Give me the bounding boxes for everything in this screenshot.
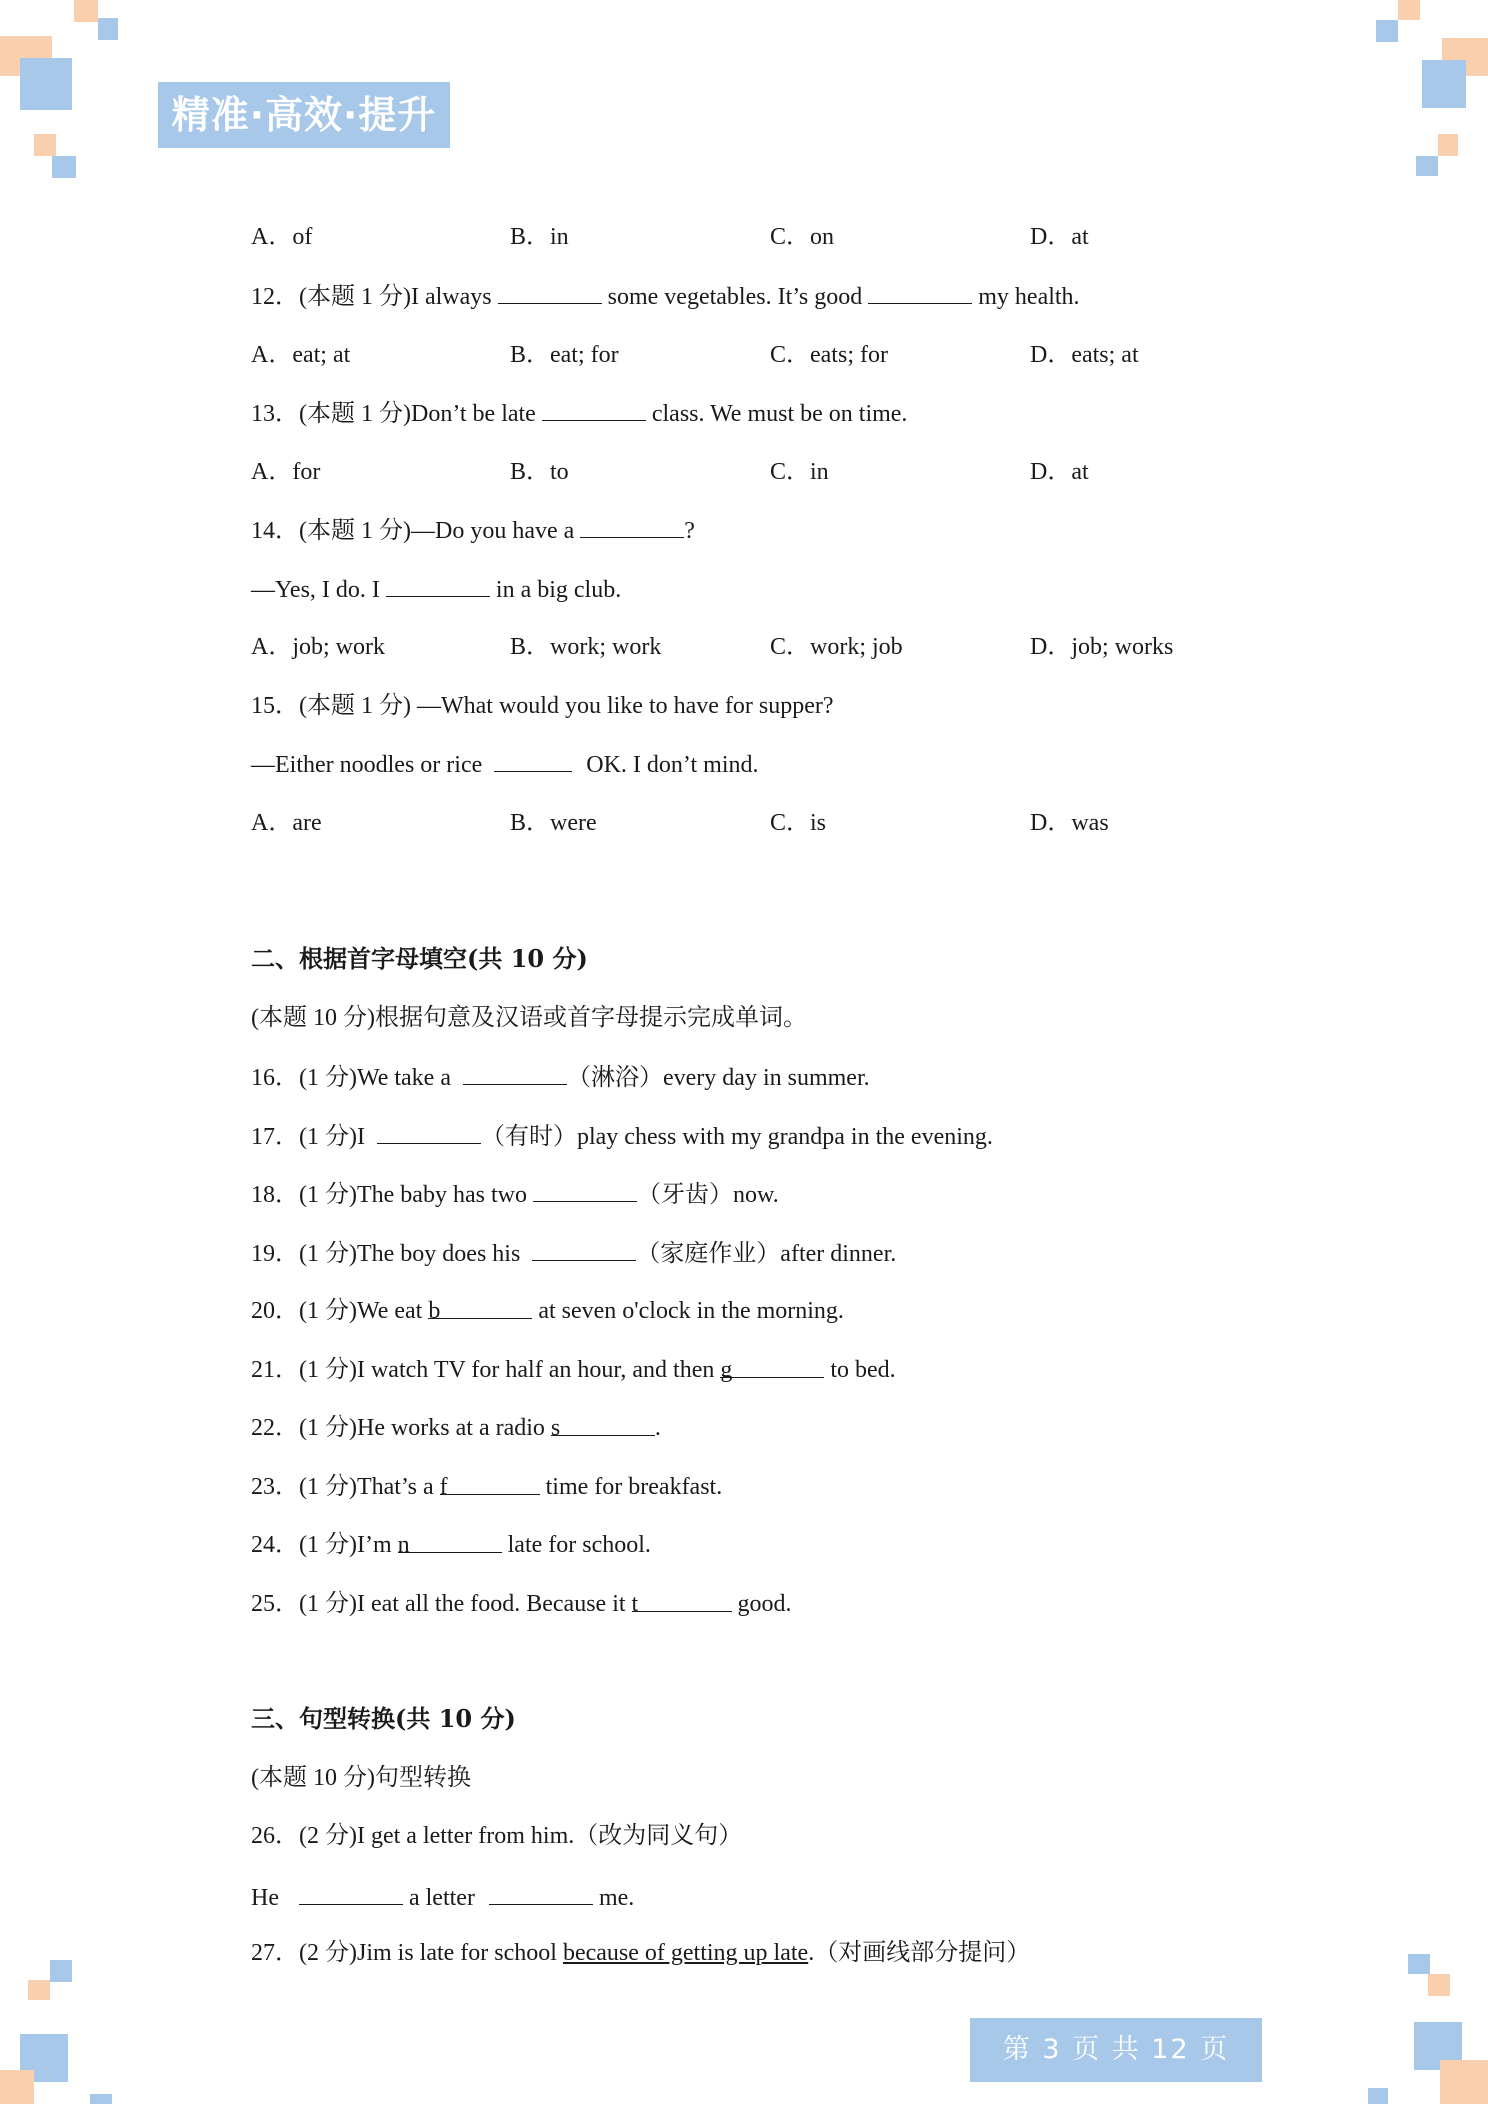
q22-text-pre: 22．(1 分)He works at a radio — [251, 1415, 545, 1441]
q12-option-d: D．eats; at — [1030, 342, 1139, 368]
q14-reply-text-2: in a big club. — [495, 577, 622, 603]
q13-stem-text-2: class. We must be on time. — [651, 401, 908, 427]
q12-stem-text-1: 12．(本题 1 分)I always — [251, 284, 492, 310]
q21-text-post: to bed. — [830, 1357, 896, 1383]
q27-stem — [251, 1938, 1030, 1968]
q19-blank[interactable] — [532, 1238, 636, 1261]
q18-text-post: now. — [732, 1182, 779, 1208]
q15-option-a: A．are — [251, 810, 322, 836]
q25-text-post: good. — [737, 1591, 792, 1617]
q16 — [251, 1062, 870, 1093]
q12-blank-1[interactable] — [498, 281, 602, 304]
q12-option-c: C．eats; for — [770, 342, 888, 368]
q15-reply-text-1: —Either noodles or rice — [251, 752, 483, 778]
section2-heading: 二、根据首字母填空(共 10 分) — [251, 944, 588, 973]
q19-hint: （家庭作业） — [636, 1241, 781, 1267]
q19-text-pre: 19．(1 分)The boy does his — [251, 1241, 521, 1267]
q21-blank[interactable] — [720, 1355, 824, 1383]
q24-text-post: late for school. — [507, 1532, 651, 1558]
q20-text-pre: 20．(1 分)We eat — [251, 1298, 423, 1324]
q16-blank[interactable] — [463, 1062, 567, 1085]
q14-stem-text-1: 14．(本题 1 分)—Do you have a — [251, 518, 575, 544]
q17-text-post: play chess with my grandpa in the evening. — [576, 1124, 993, 1150]
q14-stem — [251, 515, 695, 546]
q21 — [251, 1355, 896, 1385]
q26-text-2: a letter — [408, 1885, 475, 1911]
q12-stem-text-3: my health. — [978, 284, 1080, 310]
q25-text-pre: 25．(1 分)I eat all the food. Because it — [251, 1591, 626, 1617]
q13-stem-text-1: 13．(本题 1 分)Don’t be late — [251, 401, 536, 427]
q14-option-d: D．job; works — [1030, 634, 1174, 660]
q18-text-pre: 18．(1 分)The baby has two — [251, 1182, 527, 1208]
q15-option-c: C．is — [770, 810, 827, 836]
q15-blank[interactable] — [494, 749, 572, 772]
q23-blank[interactable] — [439, 1472, 540, 1500]
q13-option-d: D．at — [1030, 459, 1089, 485]
q22 — [251, 1413, 661, 1443]
q17-blank[interactable] — [377, 1121, 481, 1144]
q24-blank[interactable] — [397, 1530, 502, 1558]
q12-blank-2[interactable] — [868, 281, 972, 304]
q24 — [251, 1530, 651, 1560]
q14-blank-2[interactable] — [386, 574, 490, 597]
q26-text-1: He — [251, 1885, 279, 1911]
q14-stem-text-2: ? — [684, 518, 695, 544]
q16-text-post: every day in summer. — [663, 1065, 870, 1091]
q19 — [251, 1238, 896, 1269]
q14-option-a: A．job; work — [251, 634, 385, 660]
q20-text-post: at seven o'clock in the morning. — [538, 1298, 844, 1324]
q23 — [251, 1472, 722, 1502]
q14-option-c: C．work; job — [770, 634, 903, 660]
q15-reply — [251, 749, 758, 780]
q18 — [251, 1179, 779, 1210]
q12-option-a: A．eat; at — [251, 342, 351, 368]
q11-option-a: A．of — [251, 224, 313, 250]
q16-text-pre: 16．(1 分)We take a — [251, 1065, 451, 1091]
q13-stem — [251, 398, 907, 429]
q17-text-pre: 17．(1 分)I — [251, 1124, 365, 1150]
q23-text-pre: 23．(1 分)That’s a — [251, 1474, 434, 1500]
q14-blank-1[interactable] — [580, 515, 684, 538]
q21-text-pre: 21．(1 分)I watch TV for half an hour, and then — [251, 1357, 715, 1383]
q26-blank-1[interactable] — [299, 1882, 403, 1905]
q15-option-b: B．were — [510, 810, 597, 836]
page-number-footer: 第 3 页 共 12 页 — [970, 2018, 1262, 2082]
q18-hint: （牙齿） — [636, 1182, 733, 1208]
q24-first-letter: n — [397, 1532, 410, 1558]
q19-text-post: after dinner. — [780, 1241, 897, 1267]
q14-option-b: B．work; work — [510, 634, 662, 660]
section3-heading: 三、句型转换(共 10 分) — [251, 1704, 516, 1733]
brand-banner: 精准·高效·提升 — [158, 82, 450, 148]
q22-blank[interactable] — [550, 1413, 655, 1441]
q13-blank[interactable] — [542, 398, 646, 421]
q27-underlined-part: because of getting up late — [562, 1940, 809, 1966]
q11-option-b: B．in — [510, 224, 569, 250]
q20 — [251, 1296, 844, 1326]
section3-instruction: (本题 10 分)句型转换 — [251, 1765, 471, 1791]
q26-blank-2[interactable] — [489, 1882, 593, 1905]
q25-blank[interactable] — [631, 1589, 732, 1617]
q17 — [251, 1121, 993, 1152]
q25 — [251, 1589, 792, 1619]
q16-hint: （淋浴） — [567, 1065, 663, 1091]
q21-first-letter: g — [720, 1357, 733, 1383]
q11-option-c: C．on — [770, 224, 835, 250]
q14-reply — [251, 574, 621, 605]
q13-option-c: C．in — [770, 459, 829, 485]
q26-answer-line — [251, 1882, 634, 1913]
section2-instruction: (本题 10 分)根据句意及汉语或首字母提示完成单词。 — [251, 1005, 807, 1031]
q22-text-post: . — [654, 1415, 661, 1441]
q23-first-letter: f — [439, 1474, 448, 1500]
q12-stem-text-2: some vegetables. It’s good — [607, 284, 863, 310]
q25-first-letter: t — [631, 1591, 639, 1617]
q26-stem: 26．(2 分)I get a letter from him.（改为同义句） — [251, 1823, 743, 1849]
q17-hint: （有时） — [480, 1124, 577, 1150]
q13-option-a: A．for — [251, 459, 321, 485]
q20-blank[interactable] — [428, 1296, 532, 1324]
q23-text-post: time for breakfast. — [545, 1474, 723, 1500]
q12-option-b: B．eat; for — [510, 342, 619, 368]
q24-text-pre: 24．(1 分)I’m — [251, 1532, 392, 1558]
q27-text-pre: 27．(2 分)Jim is late for school — [251, 1940, 557, 1966]
q14-reply-text-1: —Yes, I do. I — [251, 577, 380, 603]
q20-first-letter: b — [428, 1298, 441, 1324]
q12-stem — [251, 281, 1080, 312]
q22-first-letter: s — [550, 1415, 561, 1441]
q27-text-post: .（对画线部分提问） — [808, 1940, 1031, 1966]
q18-blank[interactable] — [533, 1179, 637, 1202]
q15-stem: 15．(本题 1 分) —What would you like to have for supper? — [251, 693, 834, 719]
q11-option-d: D．at — [1030, 224, 1089, 250]
q15-reply-text-2: OK. I don’t mind. — [586, 752, 759, 778]
q26-text-3: me. — [598, 1885, 635, 1911]
q15-option-d: D．was — [1030, 810, 1109, 836]
q13-option-b: B．to — [510, 459, 569, 485]
